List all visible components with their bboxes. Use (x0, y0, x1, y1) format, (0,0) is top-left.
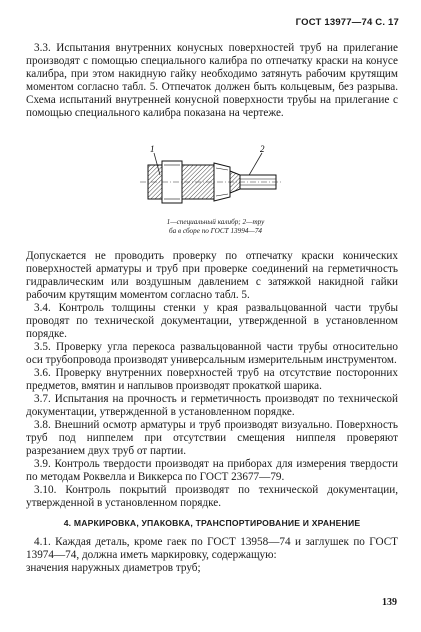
paragraph-3-3: 3.3. Испытания внутренних конусных поверхностей труб на прилегание производят с помощью специального калибра по отпечатку краски на конусе калибра, при этом накидную гайку необходимо затянуть рабочим крутящим моментом согласно табл. 5. Отпечаток должен быть кольцевым, без разрыва. Схема испытаний внутренней конусной поверхности трубы на прилегание с помощью специального калибра показана на чертеже. (26, 42, 398, 119)
figure-caption (148, 218, 283, 235)
paragraph-4-1: 4.1. Каждая деталь, кроме гаек по ГОСТ 13958—74 и заглушек по ГОСТ 13974—74, должна иметь маркировку, содержащую: (26, 536, 398, 561)
paragraph-3-8: 3.8. Внешний осмотр арматуры и труб производят визуально. Поверхность труб под ниппелем при отсутствии смещения ниппеля проверяют разрезанием двух труб от партии. (26, 419, 398, 457)
paragraph-3-6: 3.6. Проверку внутренних поверхностей труб на отсутствие посторонних предметов, вмятин и наплывов производят прокаткой шарика. (26, 367, 398, 392)
section-title: 4. МАРКИРОВКА, УПАКОВКА, ТРАНСПОРТИРОВАНИЕ И ХРАНЕНИЕ (63, 518, 361, 528)
page-header: ГОСТ 13977—74 С. 17 (295, 17, 399, 28)
paragraph-list-item: значения наружных диаметров труб; (26, 562, 201, 574)
calibre-drawing (130, 143, 290, 209)
figure-label-2: 2 (260, 144, 265, 154)
paragraph-3-4: 3.4. Контроль толщины стенки у края развальцованной части трубы проводят по технической документации, утвержденной в установленном порядке. (26, 302, 398, 340)
figure-label-1: 1 (150, 144, 155, 154)
paragraph-allowance: Допускается не проводить проверку по отпечатку краски конических поверхностей арматуры и труб при проверке соединений на герметичность гидравлическим или воздушным давлением с затяжкой накидной гайки рабочим крутящим моментом согласно табл. 5. (26, 250, 398, 301)
paragraph-3-7: 3.7. Испытания на прочность и герметичность производят по технической документации, утвержденной в установленном порядке. (26, 393, 398, 418)
paragraph-3-5: 3.5. Проверку угла перекоса развальцованной части трубы относительно оси трубопровода производят универсальным измерительным инструментом. (26, 341, 398, 366)
figure-caption-line-1: 1—специальный калибр; 2—тру (166, 218, 265, 226)
page-number: 139 (382, 597, 397, 608)
paragraph-3-9: 3.9. Контроль твердости производят на приборах для измерения твердости по методам Роквелла и Виккерса по ГОСТ 23677—79. (26, 458, 398, 483)
figure-caption-line-2: ба в сборе по ГОСТ 13994—74 (168, 226, 263, 235)
paragraph-3-10: 3.10. Контроль покрытий производят по технической документации, утвержденной в установленном порядке. (26, 484, 398, 509)
